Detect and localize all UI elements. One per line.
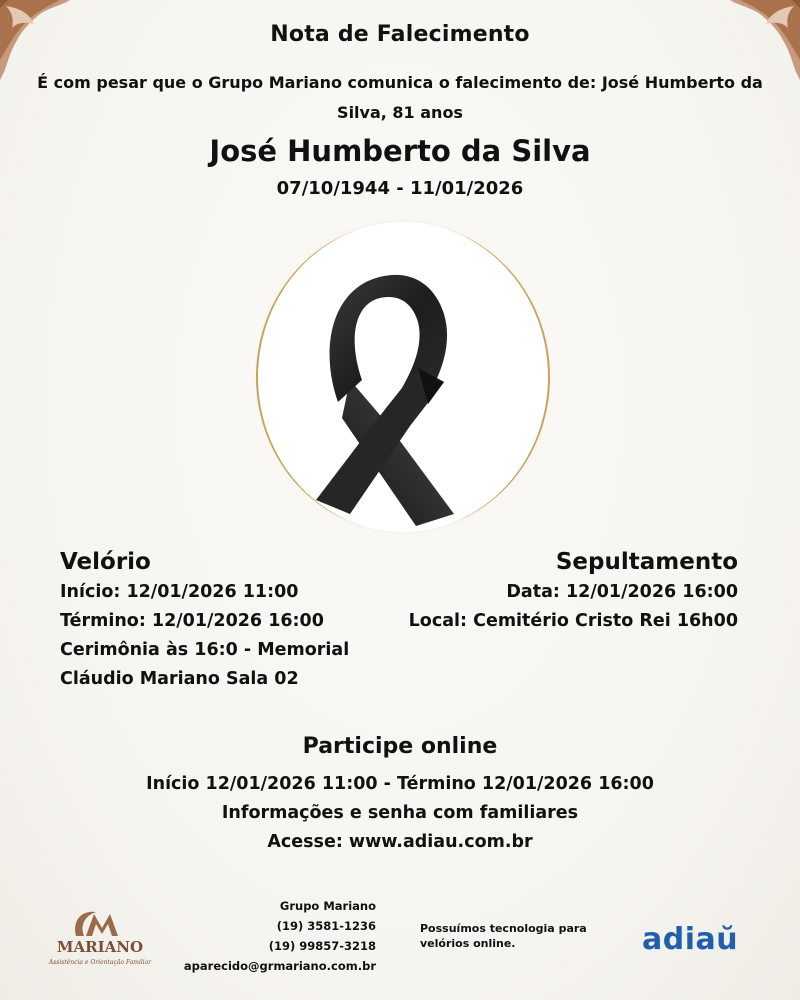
velorio-heading: Velório [60, 549, 151, 575]
adiau-logo-text: adiaŭ [642, 922, 739, 957]
phone-2[interactable]: (19) 99857-3218 [268, 939, 376, 953]
sepultamento-section [378, 546, 738, 636]
sepultamento-local: Local: Cemitério Cristo Rei 16h00 [408, 611, 738, 631]
sepultamento-heading: Sepultamento [555, 549, 738, 575]
phone-1[interactable]: (19) 3581-1236 [276, 919, 376, 933]
intro-text: É com pesar que o Grupo Mariano comunica o falecimento de: José Humberto da Silva, 81 anos [37, 73, 763, 122]
adiau-logo [642, 920, 757, 960]
velorio-cerimonia-line1: Cerimônia às 16:0 - Memorial [60, 640, 350, 660]
contact-block [170, 896, 376, 976]
online-info: Informações e senha com familiares [221, 803, 579, 823]
deceased-dates: 07/10/1944 - 11/01/2026 [276, 178, 524, 199]
sepultamento-data: Data: 12/01/2026 16:00 [506, 582, 738, 602]
mourning-ribbon-frame [258, 222, 548, 532]
mourning-ribbon-icon [258, 222, 548, 532]
mariano-logo [46, 902, 154, 972]
tech-note: Possuímos tecnologia para velórios online. [420, 922, 587, 950]
velorio-inicio: Início: 12/01/2026 11:00 [60, 582, 299, 602]
mariano-logo-text: MARIANO [56, 938, 144, 956]
velorio-cerimonia-line2: Cláudio Mariano Sala 02 [60, 669, 299, 689]
company-name: Grupo Mariano [279, 899, 376, 913]
online-heading: Participe online [302, 734, 498, 759]
online-times: Início 12/01/2026 11:00 - Término 12/01/2026 16:00 [146, 774, 654, 794]
online-access-link[interactable]: Acesse: www.adiau.com.br [267, 832, 533, 852]
velorio-termino: Término: 12/01/2026 16:00 [60, 611, 324, 631]
velorio-section [60, 546, 390, 694]
email-link[interactable]: aparecido@grmariano.com.br [183, 959, 376, 973]
page-title: Nota de Falecimento [270, 22, 530, 47]
mariano-logo-sub: Assistência e Orientação Familiar [48, 959, 152, 966]
deceased-name: José Humberto da Silva [209, 134, 591, 168]
